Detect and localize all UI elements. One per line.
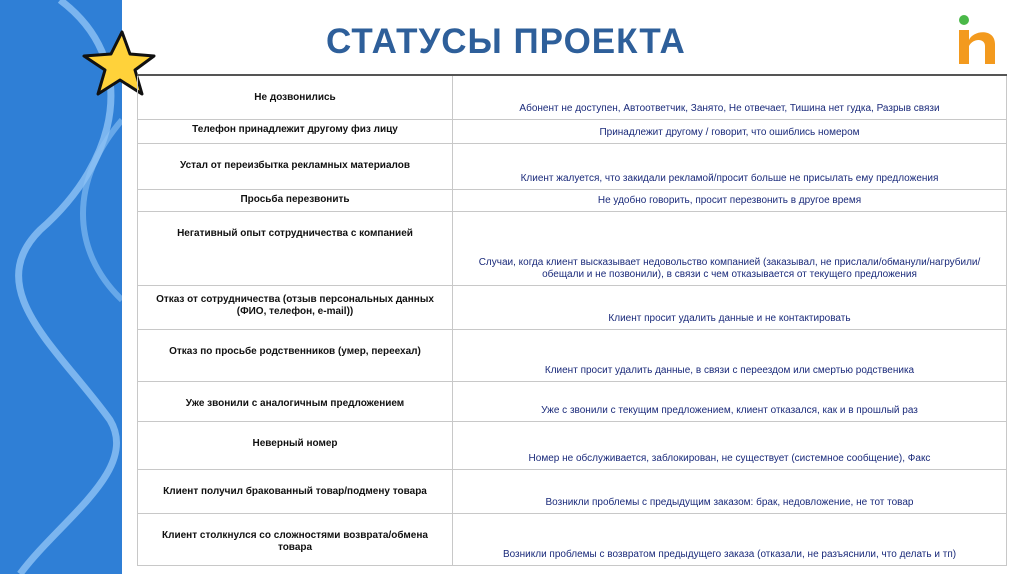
status-cell xyxy=(138,469,453,513)
status-label: Отказ от сотрудничества (отзыв персональных данных (ФИО, телефон, e-mail)) xyxy=(156,293,434,317)
status-description: Абонент не доступен, Автоответчик, Занято, Не отвечает, Тишина нет гудка, Разрыв связи xyxy=(453,75,1007,119)
table-row xyxy=(138,189,1007,211)
brand-logo xyxy=(955,14,1001,66)
status-cell xyxy=(138,143,453,189)
status-cell xyxy=(138,75,453,119)
status-cell xyxy=(138,285,453,329)
status-description: Клиент просит удалить данные, в связи с переездом или смертью родственика xyxy=(453,329,1007,381)
status-description: Клиент просит удалить данные и не контактировать xyxy=(453,285,1007,329)
status-label: Телефон принадлежит другому физ лицу xyxy=(192,123,398,135)
statuses-table xyxy=(137,74,1007,566)
table-row xyxy=(138,329,1007,381)
status-description: Случаи, когда клиент высказывает недовольство компанией (заказывал, не прислали/обманули/нагрубили/обещали и не позвонили), в связи с чем отказывается от текущего предложения xyxy=(453,211,1007,285)
status-description: Номер не обслуживается, заблокирован, не существует (системное сообщение), Факс xyxy=(453,421,1007,469)
table-row xyxy=(138,421,1007,469)
status-cell xyxy=(138,119,453,143)
table-row xyxy=(138,211,1007,285)
status-cell xyxy=(138,381,453,421)
status-description: Клиент жалуется, что закидали рекламой/просит больше не присылать ему предложения xyxy=(453,143,1007,189)
status-label: Просьба перезвонить xyxy=(240,193,350,205)
status-cell xyxy=(138,513,453,565)
status-label: Клиент столкнулся со сложностями возврата/обмена товара xyxy=(162,529,428,553)
status-cell xyxy=(138,329,453,381)
status-cell xyxy=(138,211,453,285)
table-row xyxy=(138,469,1007,513)
status-label: Устал от переизбытка рекламных материалов xyxy=(180,159,410,171)
status-label: Не дозвонились xyxy=(254,92,336,103)
page-title: СТАТУСЫ ПРОЕКТА xyxy=(326,22,686,61)
status-label: Негативный опыт сотрудничества с компанией xyxy=(177,227,413,239)
table-row xyxy=(138,513,1007,565)
status-cell xyxy=(138,189,453,211)
table-row xyxy=(138,119,1007,143)
status-label: Отказ по просьбе родственников (умер, переехал) xyxy=(169,345,421,357)
status-description: Возникли проблемы с предыдущим заказом: брак, недовложение, не тот товар xyxy=(453,469,1007,513)
table-row xyxy=(138,75,1007,119)
logo-dot-icon xyxy=(959,15,969,25)
status-description: Уже с звонили с текущим предложением, клиент отказался, как и в прошлый раз xyxy=(453,381,1007,421)
status-description: Возникли проблемы с возвратом предыдущего заказа (отказали, не разъяснили, что делать и тп) xyxy=(453,513,1007,565)
status-label: Клиент получил бракованный товар/подмену товара xyxy=(163,485,427,497)
table-row xyxy=(138,143,1007,189)
status-description: Не удобно говорить, просит перезвонить в другое время xyxy=(453,189,1007,211)
status-label: Уже звонили с аналогичным предложением xyxy=(185,397,405,409)
status-label: Неверный номер xyxy=(252,437,338,449)
status-description: Принадлежит другому / говорит, что ошиблись номером xyxy=(453,119,1007,143)
status-cell xyxy=(138,421,453,469)
table-row xyxy=(138,285,1007,329)
table-row xyxy=(138,381,1007,421)
